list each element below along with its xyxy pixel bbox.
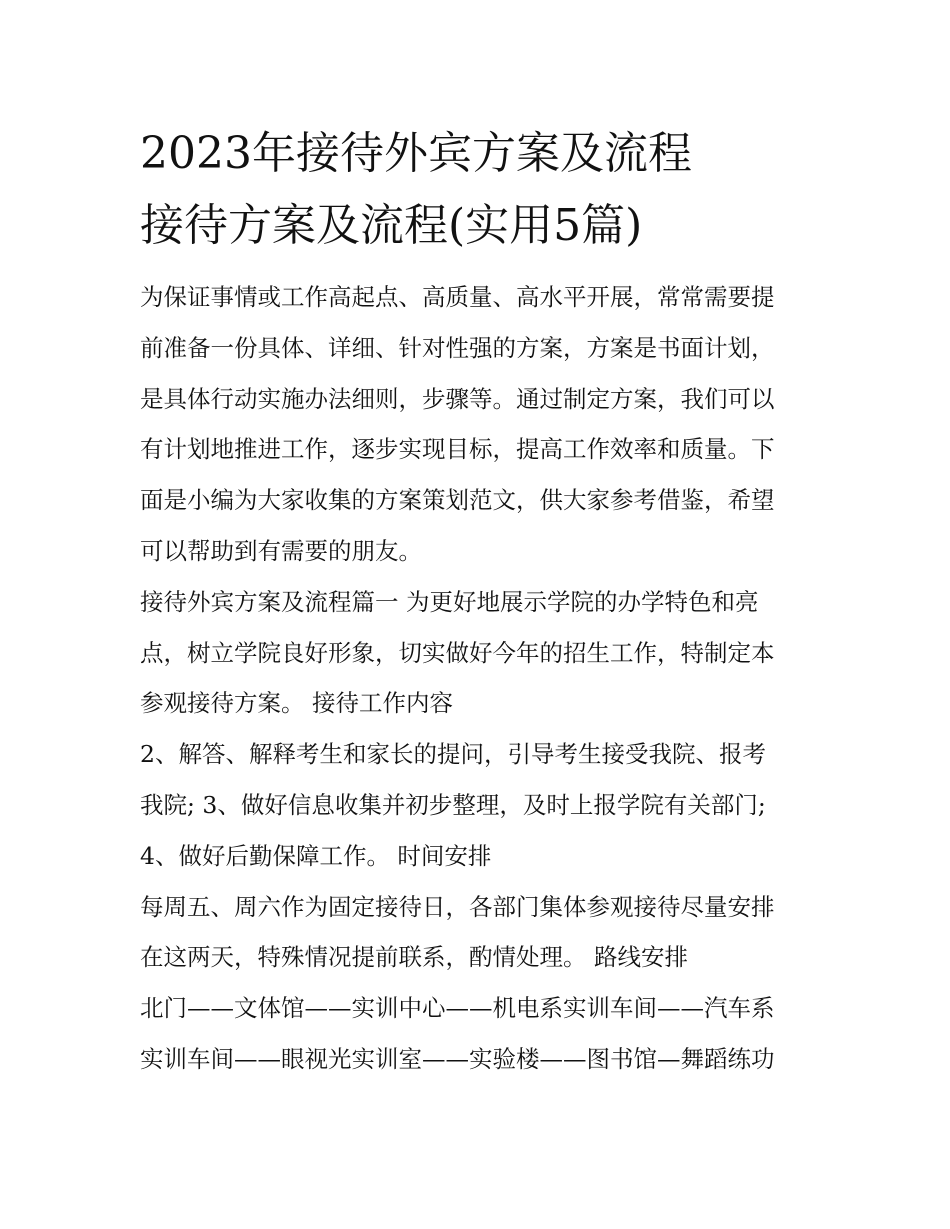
body-line: 参观接待方案。 接待工作内容	[140, 689, 453, 718]
body-line: 是具体行动实施办法细则，步骤等。通过制定方案，我们可以	[140, 384, 775, 413]
body-line: 接待外宾方案及流程篇一 为更好地展示学院的办学特色和亮	[140, 587, 759, 616]
body-line: 每周五、周六作为固定接待日，各部门集体参观接待尽量安排	[140, 892, 775, 921]
body-line: 北门——文体馆——实训中心——机电系实训车间——汽车系	[140, 994, 775, 1023]
body-line: 4、做好后勤保障工作。 时间安排	[140, 841, 492, 870]
title-line-2: 接待方案及流程(实用5篇)	[140, 200, 643, 251]
title-line-1: 2023年接待外宾方案及流程	[140, 128, 692, 179]
body-line: 我院; 3、做好信息收集并初步整理，及时上报学院有关部门;	[140, 790, 766, 819]
body-line: 前准备一份具体、详细、针对性强的方案，方案是书面计划，	[140, 333, 775, 362]
body-line: 实训车间——眼视光实训室——实验楼——图书馆—舞蹈练功	[140, 1044, 775, 1073]
body-line: 有计划地推进工作，逐步实现目标，提高工作效率和质量。下	[140, 435, 775, 464]
document-body	[140, 272, 820, 1085]
body-line: 点，树立学院良好形象，切实做好今年的招生工作，特制定本	[140, 638, 775, 667]
body-line: 面是小编为大家收集的方案策划范文，供大家参考借鉴，希望	[140, 486, 775, 515]
document-title	[140, 118, 840, 262]
body-line: 为保证事情或工作高起点、高质量、高水平开展，常常需要提	[140, 283, 775, 311]
body-line: 在这两天，特殊情况提前联系，酌情处理。 路线安排	[140, 943, 688, 972]
body-line: 可以帮助到有需要的朋友。	[140, 536, 422, 565]
body-line: 2、解答、解释考生和家长的提问，引导考生接受我院、报考	[140, 740, 766, 769]
